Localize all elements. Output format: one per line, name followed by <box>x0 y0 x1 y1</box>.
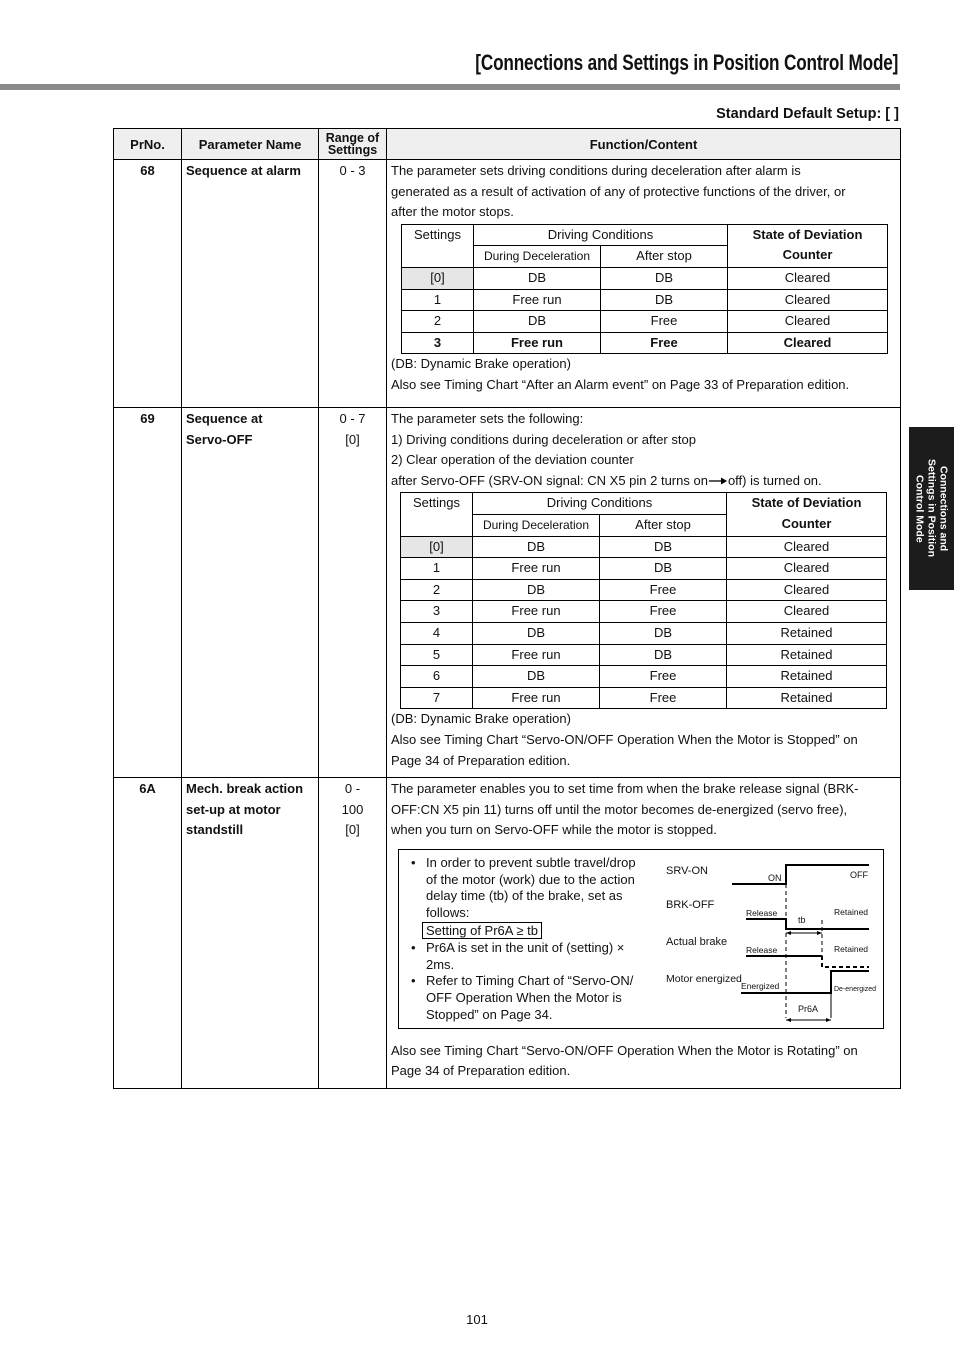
off-label: OFF <box>850 869 868 880</box>
table-row <box>114 160 901 408</box>
header-range-line1: Range of <box>325 131 380 145</box>
energized-label: Energized <box>741 980 780 991</box>
signal-label: BRK-OFF <box>666 898 715 911</box>
parameter-name: Mech. break action set-up at motor standstill <box>182 778 319 1089</box>
header-function: Function/Content <box>387 129 901 160</box>
note-line: (DB: Dynamic Brake operation) <box>391 356 571 372</box>
tb-label: tb <box>798 914 806 925</box>
during-decel-header: During Deceleration <box>474 246 601 268</box>
retained-label: Retained <box>834 943 869 954</box>
table-row <box>114 778 901 1089</box>
intro-line: The parameter sets driving conditions during deceleration after alarm is <box>391 163 801 178</box>
brk-off-waveform <box>746 919 869 929</box>
signal-label: Actual brake <box>666 935 728 948</box>
note-line: (DB: Dynamic Brake operation) <box>391 711 571 727</box>
sub-row: 1 Free run DB Cleared <box>401 558 887 580</box>
header-range <box>319 129 387 160</box>
function-cell <box>387 160 901 408</box>
table-row <box>114 408 901 778</box>
sub-row: 2 DB Free Cleared <box>401 579 887 601</box>
sub-row: 2 DB Free Cleared <box>402 311 888 333</box>
state-header: State of Deviation Counter <box>727 493 887 536</box>
header-rule <box>0 84 900 90</box>
sub-row: 6 DB Free Retained <box>401 666 887 688</box>
state-header: State of Deviation Counter <box>728 224 888 267</box>
signal-label: SRV-ON <box>666 864 708 877</box>
list-item: • In order to prevent subtle travel/drop of the motor (work) due to the action delay time (tb) of the brake, set as follows: Setting of Pr6A ≥ tb <box>411 854 636 939</box>
intro-line: generated as a result of activation of any of protective functions of the driver, or <box>391 183 846 199</box>
settings-header: Settings <box>401 493 473 536</box>
driving-conditions-header: Driving Conditions <box>474 224 728 246</box>
after-stop-header: After stop <box>601 246 728 268</box>
bullet-list <box>409 855 654 1024</box>
pr6a-label: Pr6A <box>798 1003 819 1014</box>
sequence-table <box>401 224 888 355</box>
page-title: [Connections and Settings in Position Control Mode] <box>475 50 898 75</box>
intro-line: 1) Driving conditions during deceleration or after stop <box>391 431 696 447</box>
sub-row: 3 Free run Free Cleared <box>402 332 888 354</box>
note-line: Also see Timing Chart “Servo-ON/OFF Operation When the Motor is Rotating” on <box>391 1042 858 1058</box>
function-cell <box>387 778 901 1089</box>
sub-row: 4 DB DB Retained <box>401 622 887 644</box>
range-cell: 0 - 7 [0] <box>319 408 387 778</box>
page-number: 101 <box>466 1312 488 1327</box>
sub-row: 1 Free run DB Cleared <box>402 289 888 311</box>
intro-line: OFF:CN X5 pin 11) turns off until the motor becomes de-energized (servo free), <box>391 801 848 817</box>
list-item: • Refer to Timing Chart of “Servo-ON/ OFF Operation When the Motor is Stopped” on Page 34. <box>411 973 634 1023</box>
arrow-right-icon <box>709 476 727 486</box>
intro-line: The parameter sets the following: <box>391 411 584 426</box>
sequence-table <box>400 492 887 709</box>
retained-label: Retained <box>834 906 869 917</box>
setting-formula: Setting of Pr6A ≥ tb <box>422 922 542 939</box>
standard-default-setup: Standard Default Setup: [ ] <box>716 106 899 122</box>
release-label: Release <box>746 944 778 955</box>
note-line: Also see Timing Chart “After an Alarm event” on Page 33 of Preparation edition. <box>391 376 850 392</box>
list-item: • Pr6A is set in the unit of (setting) × 2ms. <box>411 939 625 972</box>
sub-row: 7 Free run Free Retained <box>401 687 887 709</box>
intro-line: after the motor stops. <box>391 204 514 220</box>
brake-setting-box <box>398 849 884 1029</box>
header-range-line2: Settings <box>327 143 378 157</box>
intro-line: 2) Clear operation of the deviation counter <box>391 452 634 468</box>
driving-conditions-header: Driving Conditions <box>473 493 727 515</box>
range-cell: 0 - 100 [0] <box>319 778 387 1089</box>
parameter-name: Sequence at Servo-OFF <box>182 408 319 778</box>
timing-chart <box>659 850 889 1028</box>
intro-line: The parameter enables you to set time from when the brake release signal (BRK- <box>391 781 859 797</box>
deenergized-label: De-energized <box>834 985 877 993</box>
table-header-row <box>114 129 901 160</box>
sub-row: 5 Free run DB Retained <box>401 644 887 666</box>
note-line: Page 34 of Preparation edition. <box>391 752 571 768</box>
prno-cell: 68 <box>114 160 182 408</box>
header-prno: PrNo. <box>114 129 182 160</box>
release-label: Release <box>746 907 778 918</box>
range-cell: 0 - 3 <box>319 160 387 408</box>
sub-row: 3 Free run Free Cleared <box>401 601 887 623</box>
actual-brake-retained-line <box>822 956 869 967</box>
signal-label: Motor energized <box>666 972 742 985</box>
on-label: ON <box>768 872 782 883</box>
during-decel-header: During Deceleration <box>473 514 600 536</box>
srv-on-waveform <box>732 865 869 884</box>
side-tab-label: Connections and Settings in Position Control Mode <box>913 459 950 558</box>
parameter-table <box>113 128 901 1089</box>
sub-row: [0] DB DB Cleared <box>402 267 888 289</box>
sub-row: [0] DB DB Cleared <box>401 536 887 558</box>
note-line: Page 34 of Preparation edition. <box>391 1063 571 1079</box>
settings-header: Settings <box>402 224 474 267</box>
parameter-name: Sequence at alarm <box>182 160 319 408</box>
after-stop-header: After stop <box>600 514 727 536</box>
intro-line: when you turn on Servo-OFF while the motor is stopped. <box>391 822 717 838</box>
prno-cell: 69 <box>114 408 182 778</box>
header-parameter-name: Parameter Name <box>182 129 319 160</box>
prno-cell: 6A <box>114 778 182 1089</box>
note-line: Also see Timing Chart “Servo-ON/OFF Operation When the Motor is Stopped” on <box>391 731 858 747</box>
function-cell <box>387 408 901 778</box>
intro-line: after Servo-OFF (SRV-ON signal: CN X5 pin 2 turns on off) is turned on. <box>391 472 822 488</box>
